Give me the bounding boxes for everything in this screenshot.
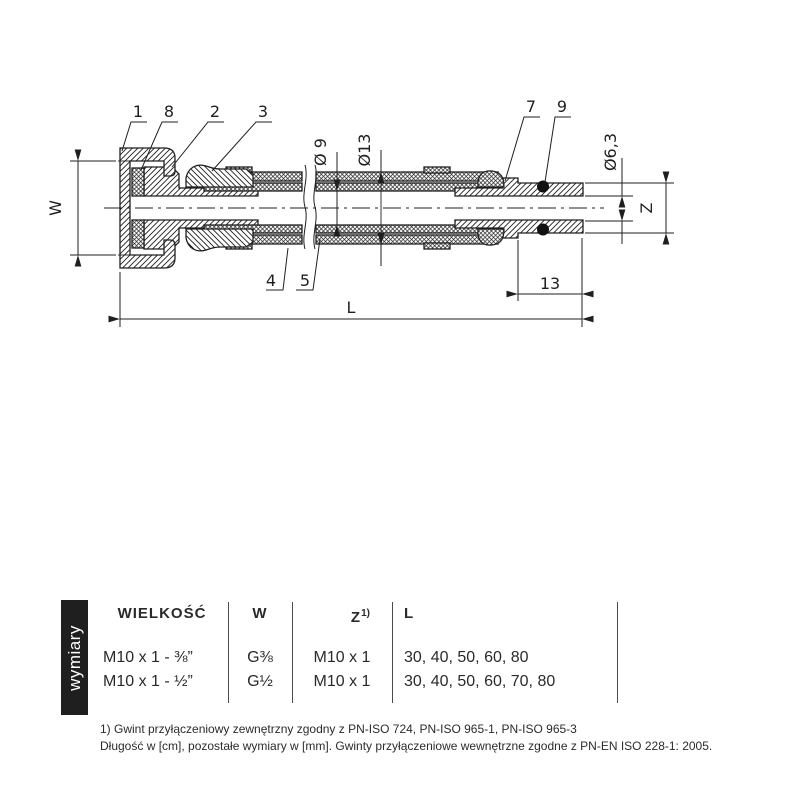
col-header-wielkosc: WIELKOŚĆ xyxy=(117,605,207,622)
col-header-z: $Z^{1)}$ xyxy=(350,608,370,626)
dimension-l xyxy=(120,238,582,327)
dim-z-label: Z xyxy=(637,202,656,214)
callout-3: 3 xyxy=(257,102,269,121)
col-header-l: L xyxy=(404,605,415,622)
dim-l-label: L xyxy=(346,298,356,317)
dim-outer-d-label: Ø13 xyxy=(355,133,374,167)
callout-2: 2 xyxy=(209,102,221,121)
dimension-z xyxy=(585,183,674,233)
callout-1: 1 xyxy=(132,102,144,121)
hose-technical-drawing xyxy=(0,0,800,345)
cell-w: G⅜ xyxy=(247,649,273,666)
dim-inner-d-label: Ø 9 xyxy=(311,138,330,166)
callout-4: 4 xyxy=(265,271,277,290)
cell-wielkosc: M10 x 1 - ⅜” xyxy=(103,649,193,666)
callout-7: 7 xyxy=(525,97,537,116)
table-divider xyxy=(392,602,393,703)
dim-13-label: 13 xyxy=(539,274,561,293)
table-divider xyxy=(617,602,618,703)
dimension-bore-diameter xyxy=(585,133,633,244)
footnote-line: 1) Gwint przyłączeniowy zewnętrzny zgodny z PN-ISO 724, PN-ISO 965-1, PN-ISO 965-3 xyxy=(100,722,577,736)
col-header-w: W xyxy=(252,605,268,622)
table-sidebar-label: wymiary xyxy=(64,624,84,691)
table-sidebar xyxy=(61,600,88,715)
callout-8: 8 xyxy=(163,102,175,121)
cell-w: G½ xyxy=(247,673,273,690)
callout-5: 5 xyxy=(299,271,311,290)
dimension-outer-diameter xyxy=(355,134,381,266)
cell-l: 30, 40, 50, 60, 70, 80 xyxy=(404,673,556,690)
dim-w-label: W xyxy=(46,200,65,216)
footnote-line: Długość w [cm], pozostałe wymiary w [mm]. Gwinty przyłączeniowe wewnętrzne zgodne z PN-EN ISO 228-1: 2005. xyxy=(100,739,713,753)
cell-z: M10 x 1 xyxy=(313,649,371,666)
callout-9: 9 xyxy=(556,97,568,116)
z-footnote-ref: 1) xyxy=(361,608,370,619)
dim-bore-d-label: Ø6,3 xyxy=(601,132,620,172)
cell-l: 30, 40, 50, 60, 80 xyxy=(404,649,529,666)
cell-wielkosc: M10 x 1 - ½” xyxy=(103,673,193,690)
footnotes xyxy=(100,721,712,755)
dimension-thread-length xyxy=(518,240,582,301)
cell-z: M10 x 1 xyxy=(313,673,371,690)
